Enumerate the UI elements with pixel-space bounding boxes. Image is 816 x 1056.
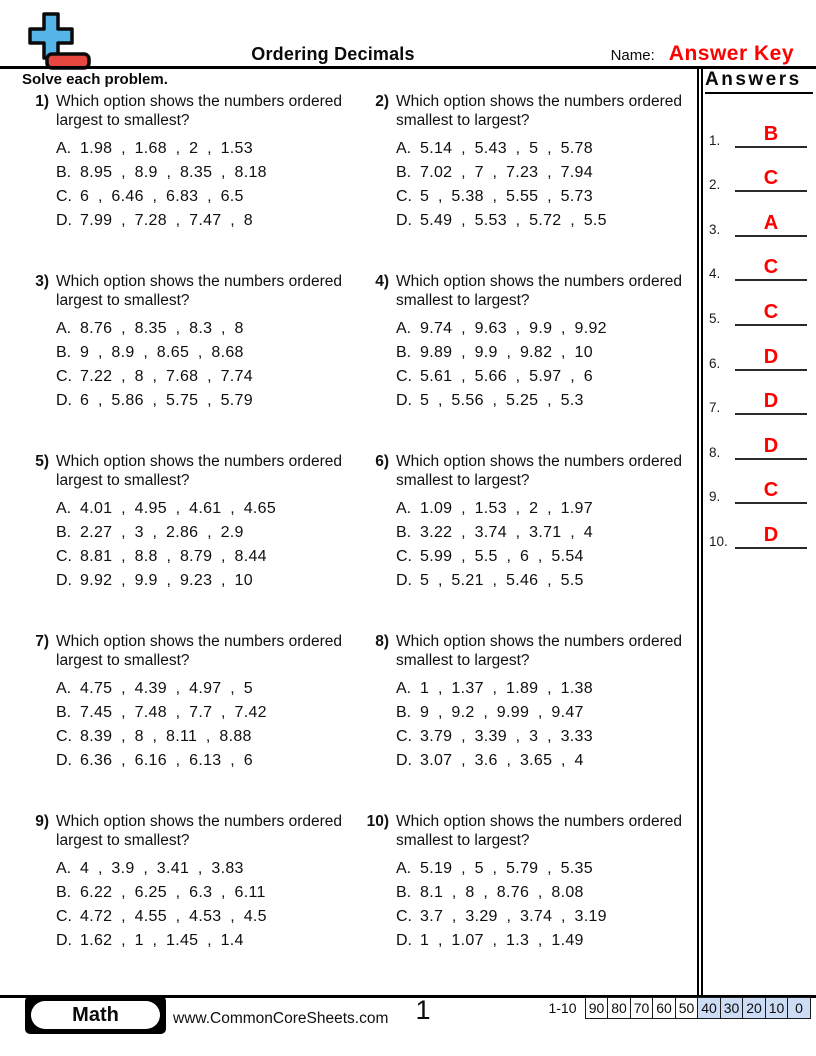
choice-row [396,725,696,749]
problem-question: Which option shows the numbers ordered smallest to largest? [396,273,683,309]
choice-values: 1 , 1.37 , 1.89 , 1.38 [420,680,593,697]
answer-number: 10. [709,533,728,549]
choice-letter: A. [396,500,412,517]
choice-row [56,521,356,545]
choice-row [396,521,696,545]
choice-row [396,365,696,389]
choice-values: 8.95 , 8.9 , 8.35 , 8.18 [80,164,267,181]
answer-row-2 [709,148,813,193]
choice-row [56,857,356,881]
choice-row [396,857,696,881]
choice-values: 3.22 , 3.74 , 3.71 , 4 [420,524,593,541]
problem-body [56,632,356,812]
choice-row [56,497,356,521]
choice-letter: D. [56,392,72,409]
answer-row-7 [709,371,813,416]
choice-values: 1 , 1.07 , 1.3 , 1.49 [420,932,584,949]
answer-value: B [735,124,807,148]
answer-row-4 [709,237,813,282]
choice-values: 6 , 6.46 , 6.83 , 6.5 [80,188,244,205]
choice-letter: D. [396,752,412,769]
problem-9 [24,812,364,992]
name-label: Name: [610,47,655,64]
choice-list [396,857,696,953]
choice-values: 9.92 , 9.9 , 9.23 , 10 [80,572,253,589]
answer-row-8 [709,415,813,460]
choice-values: 4 , 3.9 , 3.41 , 3.83 [80,860,244,877]
choice-row [56,929,356,953]
choice-letter: D. [396,392,412,409]
choice-row [56,341,356,365]
choice-row [396,389,696,413]
choice-letter: B. [396,524,412,541]
choice-letter: C. [396,188,412,205]
problem-question: Which option shows the numbers ordered largest to smallest? [56,453,343,489]
choice-values: 5 , 5.21 , 5.46 , 5.5 [420,572,584,589]
choice-letter: C. [396,368,412,385]
problem-body [396,812,696,992]
problem-number: 3) [35,273,49,290]
choice-values: 5.49 , 5.53 , 5.72 , 5.5 [420,212,607,229]
choice-values: 6.36 , 6.16 , 6.13 , 6 [80,752,253,769]
choice-letter: D. [56,212,72,229]
score-cell-20: 20 [742,997,766,1019]
problem-question: Which option shows the numbers ordered smallest to largest? [396,633,683,669]
choice-letter: B. [56,704,72,721]
choice-row [396,161,696,185]
choice-values: 7.99 , 7.28 , 7.47 , 8 [80,212,253,229]
choice-values: 3.7 , 3.29 , 3.74 , 3.19 [420,908,607,925]
choice-letter: A. [56,140,72,157]
choice-values: 4.75 , 4.39 , 4.97 , 5 [80,680,253,697]
choice-row [396,545,696,569]
problem-7 [24,632,364,812]
problem-number: 9) [35,813,49,830]
choice-row [396,341,696,365]
choice-list [396,497,696,593]
problem-question: Which option shows the numbers ordered largest to smallest? [56,273,343,309]
choice-row [396,569,696,593]
choice-values: 5 , 5.38 , 5.55 , 5.73 [420,188,593,205]
header-divider [0,66,816,69]
page-number: 1 [415,995,431,1025]
choice-values: 7.45 , 7.48 , 7.7 , 7.42 [80,704,267,721]
answers-title: Answers [705,69,813,94]
choice-letter: A. [396,140,412,157]
choice-values: 8.81 , 8.8 , 8.79 , 8.44 [80,548,267,565]
choice-values: 9 , 8.9 , 8.65 , 8.68 [80,344,244,361]
problem-number: 7) [35,633,49,650]
answer-number: 6. [709,355,721,371]
choice-values: 7.22 , 8 , 7.68 , 7.74 [80,368,253,385]
problem-body [56,452,356,632]
problem-body [396,632,696,812]
problem-body [56,92,356,272]
problems-grid [24,92,696,992]
answer-value: D [735,347,807,371]
choice-row [56,209,356,233]
answer-value: A [735,213,807,237]
score-cell-40: 40 [697,997,721,1019]
answers-list [705,103,813,549]
choice-letter: B. [396,164,412,181]
answer-value: D [735,436,807,460]
problem-question: Which option shows the numbers ordered smallest to largest? [396,813,683,849]
choice-row [56,677,356,701]
problem-question: Which option shows the numbers ordered largest to smallest? [56,93,343,129]
choice-values: 1.62 , 1 , 1.45 , 1.4 [80,932,244,949]
choice-values: 9.89 , 9.9 , 9.82 , 10 [420,344,593,361]
choice-row [56,905,356,929]
answer-key-label: Answer Key [668,42,794,65]
choice-row [56,185,356,209]
choice-letter: A. [396,680,412,697]
choice-letter: A. [56,680,72,697]
choice-row [56,317,356,341]
choice-letter: C. [56,908,72,925]
problem-10 [364,812,696,992]
choice-values: 1.98 , 1.68 , 2 , 1.53 [80,140,253,157]
problem-body [396,452,696,632]
choice-row [56,161,356,185]
choice-row [396,185,696,209]
choice-letter: A. [56,500,72,517]
choice-letter: D. [396,932,412,949]
problem-number: 10) [366,813,389,830]
website-text: www.CommonCoreSheets.com [173,1010,389,1027]
answer-row-9 [709,460,813,505]
choice-row [396,749,696,773]
problem-number: 4) [375,273,389,290]
choice-list [396,137,696,233]
choice-values: 7.02 , 7 , 7.23 , 7.94 [420,164,593,181]
choice-row [396,137,696,161]
choice-list [56,857,356,953]
answer-row-6 [709,326,813,371]
choice-letter: B. [56,344,72,361]
choice-row [396,317,696,341]
choice-letter: B. [396,884,412,901]
choice-row [396,881,696,905]
score-cell-30: 30 [720,997,744,1019]
choice-letter: B. [56,524,72,541]
choice-row [56,749,356,773]
choice-row [56,725,356,749]
choice-values: 5.19 , 5 , 5.79 , 5.35 [420,860,593,877]
answer-row-3 [709,192,813,237]
score-cell-60: 60 [652,997,676,1019]
choice-letter: B. [56,884,72,901]
choice-list [56,137,356,233]
answer-number: 2. [709,177,721,193]
choice-row [56,137,356,161]
answer-value: C [735,302,807,326]
problem-question: Which option shows the numbers ordered largest to smallest? [56,633,343,669]
choice-letter: C. [56,188,72,205]
answer-number: 3. [709,221,721,237]
answer-number: 9. [709,489,721,505]
problem-2 [364,92,696,272]
answer-value: C [735,168,807,192]
choice-letter: C. [396,728,412,745]
instructions-text: Solve each problem. [22,71,168,88]
problem-3 [24,272,364,452]
answers-column-divider [697,66,703,996]
choice-row [396,929,696,953]
name-row [611,42,794,66]
problem-4 [364,272,696,452]
choice-letter: B. [396,344,412,361]
choice-letter: C. [56,728,72,745]
choice-list [396,317,696,413]
choice-row [396,209,696,233]
problem-number: 1) [35,93,49,110]
choice-row [56,389,356,413]
choice-values: 5.14 , 5.43 , 5 , 5.78 [420,140,593,157]
answer-number: 7. [709,400,721,416]
choice-letter: C. [396,548,412,565]
choice-values: 5 , 5.56 , 5.25 , 5.3 [420,392,584,409]
choice-row [56,545,356,569]
answer-value: D [735,525,807,549]
choice-letter: A. [56,320,72,337]
choice-values: 5.61 , 5.66 , 5.97 , 6 [420,368,593,385]
choice-values: 2.27 , 3 , 2.86 , 2.9 [80,524,244,541]
score-cell-0: 0 [787,997,811,1019]
score-cell-90: 90 [585,997,609,1019]
answer-value: C [735,480,807,504]
choice-values: 9 , 9.2 , 9.99 , 9.47 [420,704,584,721]
problem-question: Which option shows the numbers ordered smallest to largest? [396,453,683,489]
choice-values: 3.79 , 3.39 , 3 , 3.33 [420,728,593,745]
answer-row-1 [709,103,813,148]
choice-letter: C. [396,908,412,925]
answer-value: D [735,391,807,415]
choice-values: 8.76 , 8.35 , 8.3 , 8 [80,320,244,337]
score-table [585,997,812,1019]
choice-letter: C. [56,368,72,385]
answer-number: 8. [709,444,721,460]
score-range-label: 1-10 [548,1000,577,1016]
problem-question: Which option shows the numbers ordered largest to smallest? [56,813,343,849]
answer-value: C [735,257,807,281]
choice-values: 1.09 , 1.53 , 2 , 1.97 [420,500,593,517]
choice-letter: D. [56,752,72,769]
choice-values: 8.1 , 8 , 8.76 , 8.08 [420,884,584,901]
choice-letter: D. [56,932,72,949]
choice-row [56,881,356,905]
choice-values: 8.39 , 8 , 8.11 , 8.88 [80,728,252,745]
choice-letter: B. [396,704,412,721]
choice-values: 5.99 , 5.5 , 6 , 5.54 [420,548,584,565]
choice-values: 4.72 , 4.55 , 4.53 , 4.5 [80,908,267,925]
choice-list [396,677,696,773]
problem-question: Which option shows the numbers ordered smallest to largest? [396,93,683,129]
subject-label: Math [31,1001,160,1029]
choice-letter: D. [56,572,72,589]
problem-6 [364,452,696,632]
answer-number: 4. [709,266,721,282]
score-cell-50: 50 [675,997,699,1019]
choice-row [56,701,356,725]
score-cell-70: 70 [630,997,654,1019]
choice-row [396,905,696,929]
score-cell-80: 80 [607,997,631,1019]
worksheet-title: Ordering Decimals [251,44,415,64]
problem-body [56,272,356,452]
choice-list [56,317,356,413]
choice-values: 9.74 , 9.63 , 9.9 , 9.92 [420,320,607,337]
choice-letter: D. [396,572,412,589]
problem-number: 8) [375,633,389,650]
problem-number: 2) [375,93,389,110]
choice-row [396,701,696,725]
choice-letter: C. [56,548,72,565]
choice-values: 6.22 , 6.25 , 6.3 , 6.11 [80,884,266,901]
problem-8 [364,632,696,812]
problem-1 [24,92,364,272]
answer-row-5 [709,281,813,326]
problem-number: 5) [35,453,49,470]
choice-row [56,569,356,593]
answers-panel [705,69,813,549]
choice-letter: A. [396,320,412,337]
choice-values: 6 , 5.86 , 5.75 , 5.79 [80,392,253,409]
choice-list [56,677,356,773]
choice-row [396,497,696,521]
score-area [548,997,811,1019]
choice-letter: A. [396,860,412,877]
choice-letter: D. [396,212,412,229]
choice-letter: B. [56,164,72,181]
answer-number: 1. [709,132,721,148]
choice-letter: A. [56,860,72,877]
choice-row [396,677,696,701]
answer-row-10 [709,504,813,549]
problem-body [396,92,696,272]
problem-body [396,272,696,452]
score-cell-10: 10 [765,997,789,1019]
choice-values: 3.07 , 3.6 , 3.65 , 4 [420,752,584,769]
problem-5 [24,452,364,632]
choice-values: 4.01 , 4.95 , 4.61 , 4.65 [80,500,277,517]
choice-row [56,365,356,389]
answer-number: 5. [709,310,721,326]
problem-number: 6) [375,453,389,470]
problem-body [56,812,356,992]
choice-list [56,497,356,593]
